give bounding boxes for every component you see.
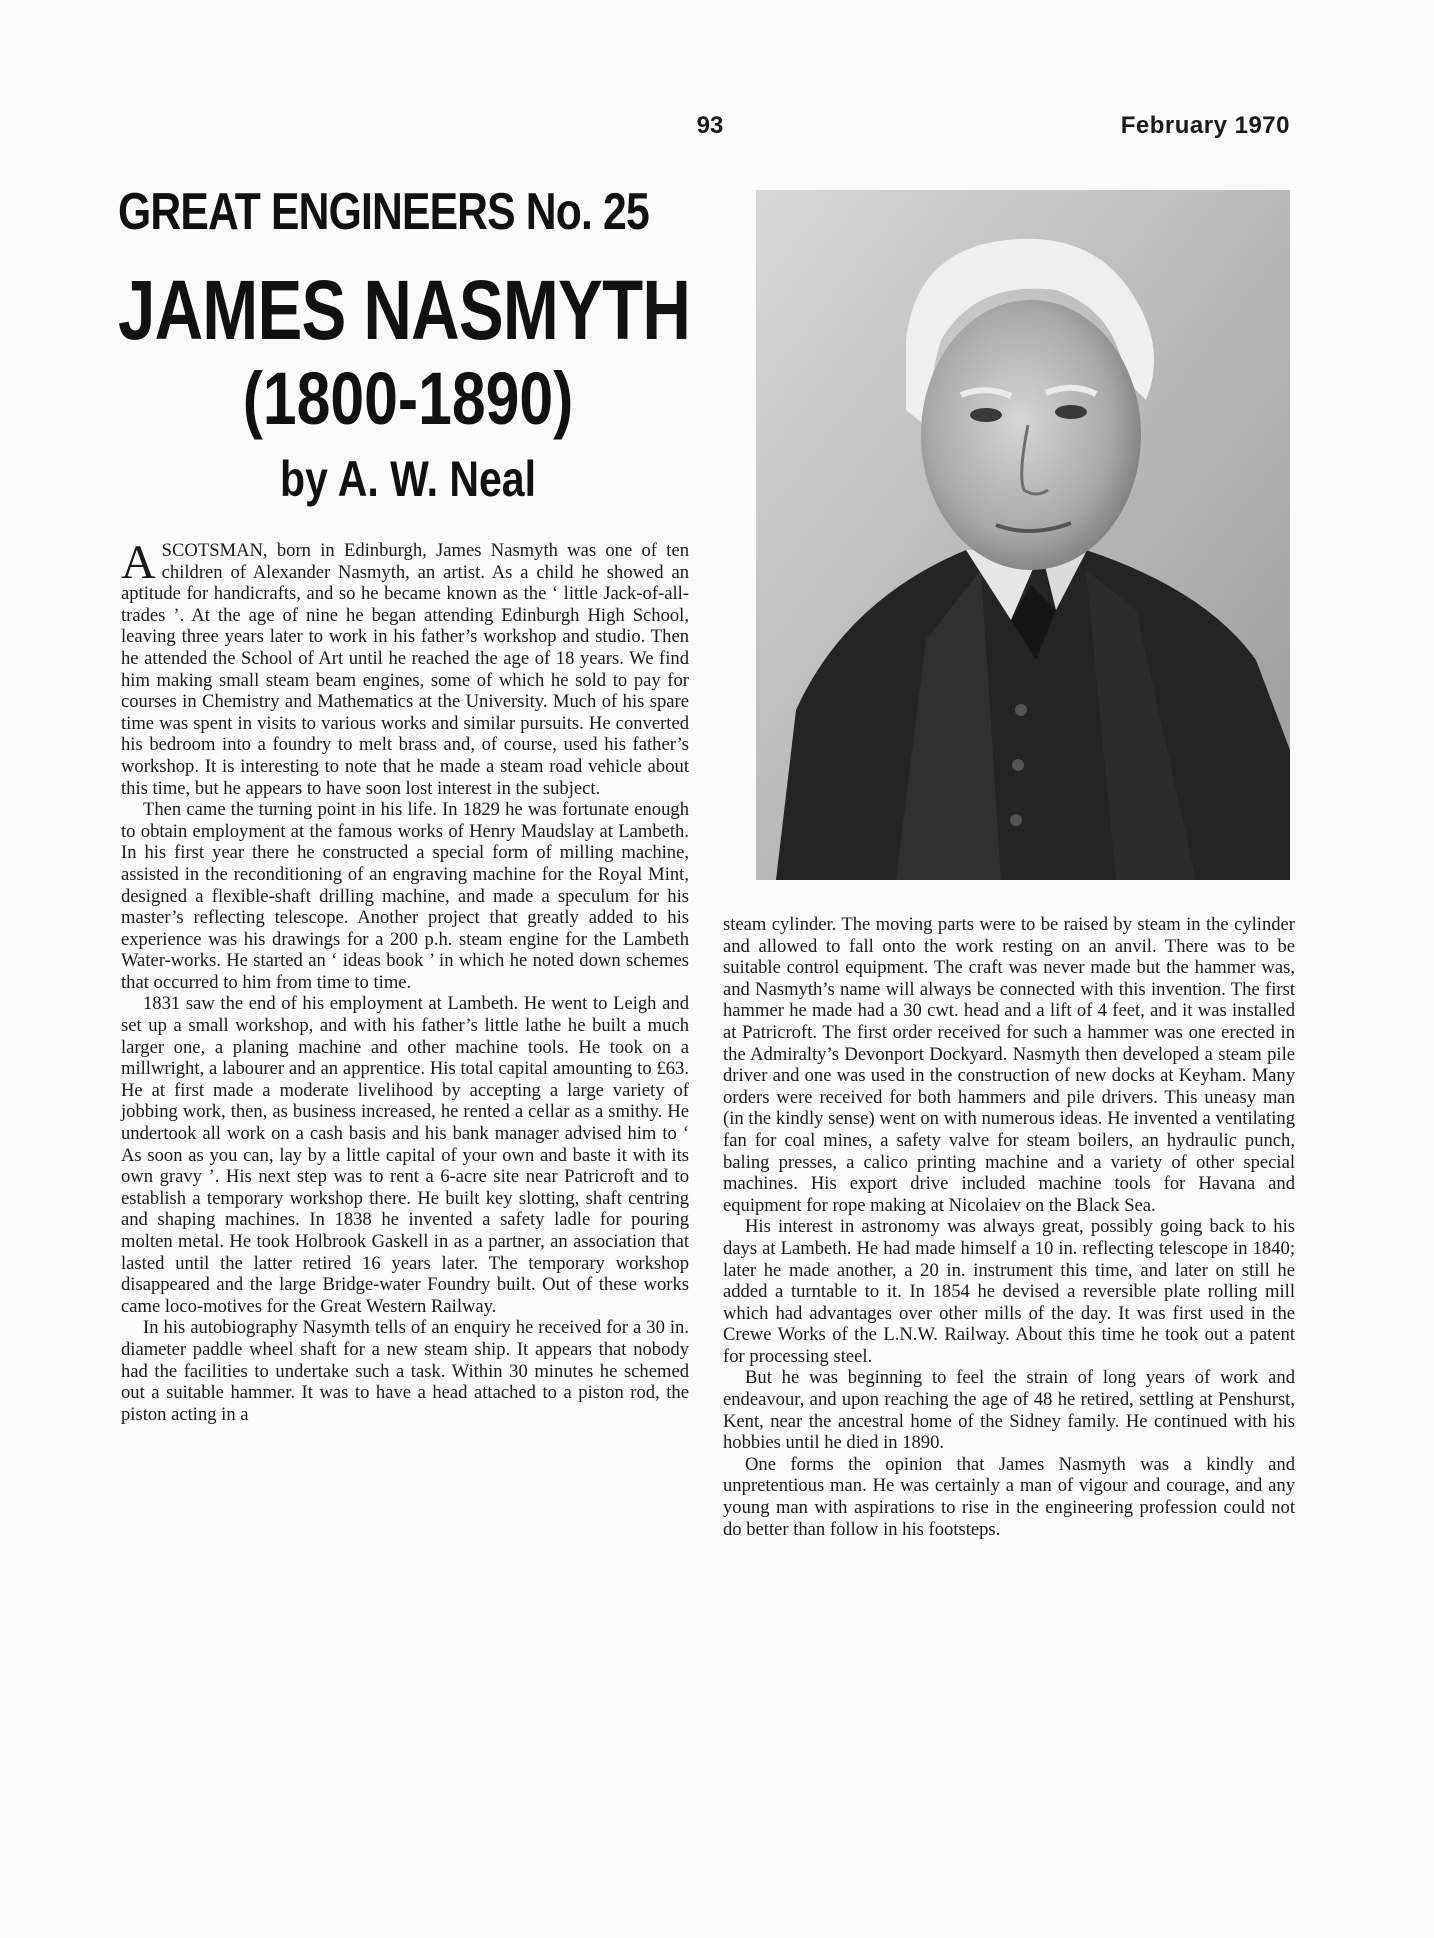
drop-cap: A [121,536,156,589]
paragraph: In his autobiography Nasymth tells of an enquiry he received for a 30 in. diameter paddle wheel shaft for a new steam ship. It appears that nobody had the facilities to undertake such a task. Within 30 minutes he schemed out a suitable hammer. It was to have a head attached to a piston rod, the piston acting in a [121,1317,689,1425]
article-column-left [121,536,689,1425]
paragraph: steam cylinder. The moving parts were to be raised by steam in the cylinder and allowed to fall onto the work resting on an anvil. There was to be suitable control equipment. The craft was never made but the hammer was, and Nasmyth’s name will always be connected with this invention. The first hammer he made had a 30 cwt. head and a lift of 4 feet, and it was installed at Patricroft. The first order received for such a hammer was one erected in the Admiralty’s Devonport Dockyard. Nasmyth then developed a steam pile driver and one was used in the construction of new docks at Keyham. Many orders were received for both hammers and pile drivers. This uneasy man (in the kindly sense) went on with numerous ideas. He invented a ventilating fan for coal mines, a safety valve for steam boilers, an hydraulic punch, baling presses, a calico printing machine and a variety of other special machines. His export drive included machine tools for Havana and equipment for rope making at Nicolaiev on the Black Sea. [723,914,1295,1216]
paragraph: 1831 saw the end of his employment at Lambeth. He went to Leigh and set up a small workshop, and with his father’s little lathe he built a much larger one, a planing machine and other machine tools. He took on a millwright, a labourer and an apprentice. His total capital amounting to £63. He at first made a moderate livelihood by accepting a large variety of jobbing work, then, as business increased, he rented a cellar as a smithy. He undertook all work on a cash basis and his bank manager advised him to ‘ As soon as you can, lay by a little capital of your own and baste it with its own gravy ’. His next step was to rent a 6-acre site near Patricroft and to establish a temporary workshop there. He built key slotting, shaft centring and shaping machines. In 1838 he invented a safety ladle for pouring molten metal. He took Holbrook Gaskell in as a partner, an association that lasted until the latter retired 16 years later. The temporary workshop disappeared and the large Bridge-water Foundry built. Out of these works came loco-motives for the Great Western Railway. [121,993,689,1317]
paragraph: His interest in astronomy was always great, possibly going back to his days at Lambeth. He had made himself a 10 in. reflecting telescope in 1840; later he made another, a 20 in. instrument this time, and later on still he added a turntable to it. In 1854 he devised a reversible plate rolling mill which had advantages over other mills of the day. It was first used in the Crewe Works of the L.N.W. Railway. About this time he took out a patent for processing steel. [723,1216,1295,1367]
life-dates: (1800-1890) [242,357,574,440]
series-title: GREAT ENGINEERS No. 25 [118,183,649,241]
paragraph-text: SCOTSMAN, born in Edinburgh, James Nasmyth was one of ten children of Alexander Nasmyth, an artist. As a child he showed an aptitude for handicrafts, and so he became known as the ‘ little Jack-of-all-trades ’. At the age of nine he began attending Edinburgh High School, leaving three years later to work in his father’s workshop and studio. Then he attended the School of Art until he reached the age of 18 years. We find him making small steam beam engines, some of which he sold to pay for courses in Chemistry and Mathematics at the University. Much of his spare time was spent in visits to various works and similar pursuits. He converted his bedroom into a foundry to melt brass and, of course, used his father’s workshop. It is interesting to note that he made a steam road vehicle about this time, but he appears to have soon lost interest in the subject. [121,540,689,799]
article-column-right [723,914,1295,1540]
paragraph: But he was beginning to feel the strain of long years of work and endeavour, and upon reaching the age of 48 he retired, settling at Penshurst, Kent, near the ancestral home of the Sidney family. He continued with his hobbies until he died in 1890. [723,1367,1295,1454]
issue-date: February 1970 [1120,112,1290,139]
page-number: 93 [696,112,724,139]
paragraph: One forms the opinion that James Nasmyth was a kindly and unpretentious man. He was certainly a man of vigour and courage, and any young man with aspirations to rise in the engineering profession could not do better than follow in his footsteps. [723,1453,1295,1540]
paragraph: Then came the turning point in his life. In 1829 he was fortunate enough to obtain employment at the famous works of Henry Maudslay at Lambeth. In his first year there he constructed a special form of milling machine, assisted in the reconditioning of an engraving machine for the Royal Mint, designed a flexible-shaft drilling machine, and made a speculum for his master’s reflecting telescope. Another project that greatly added to his experience was his drawings for a 200 p.h. steam engine for the Lambeth Water-works. He started an ‘ ideas book ’ in which he noted down schemes that occurred to him from time to time. [121,799,689,993]
paragraph [121,536,689,799]
article-title: JAMES NASMYTH [118,263,691,357]
portrait-photo [756,190,1290,880]
byline: by A. W. Neal [280,451,536,507]
